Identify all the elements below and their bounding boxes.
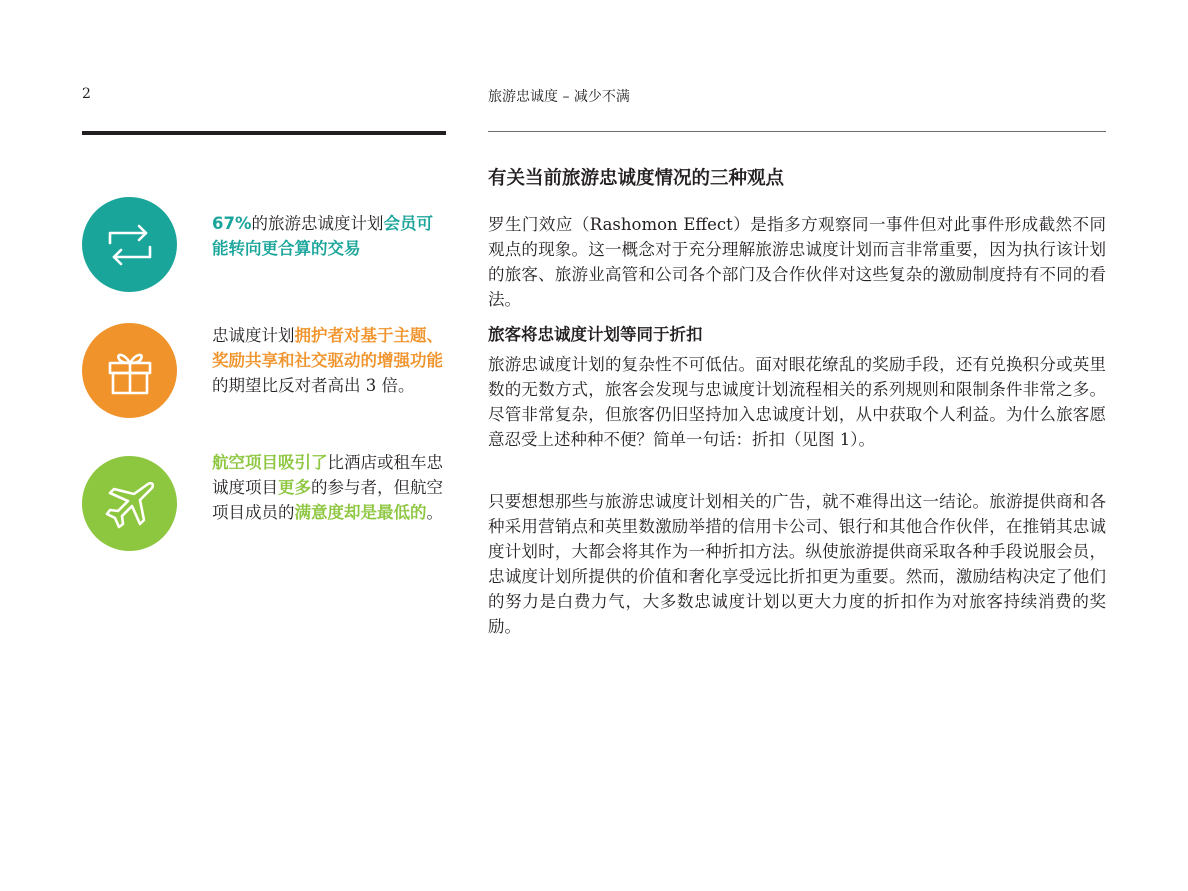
body-paragraph: 旅游忠诚度计划的复杂性不可低估。面对眼花缭乱的奖励手段，还有兑换积分或英里数的无数方式，旅客会发现与忠诚度计划流程相关的系列规则和限制条件非常之多。尽管非常复杂，但旅客仍旧坚持加入忠诚度计划，从中获取个人利益。为什么旅客愿意忍受上述种种不便？简单一句话：折扣（见图 1）。 — [488, 355, 1106, 449]
callout-body: 的参与者，但航空项目成员的 — [212, 478, 443, 522]
callout-emphasis: 会员可能转向更合算的交易 — [212, 214, 433, 258]
body-paragraph: 只要想想那些与旅游忠诚度计划相关的广告，就不难得出这一结论。旅游提供商和各种采用营销点和英里数激励举措的信用卡公司、银行和其他合作伙伴，在推销其忠诚度计划时，大都会将其作为一种折扣方法。纵使旅游提供商采取各种手段说服会员，忠诚度计划所提供的价值和奢化享受远比折扣更为重要。然而，激励结构决定了他们的努力是白费力气，大多数忠诚度计划以更大力度的折扣作为对旅客持续消费的奖励。 — [488, 492, 1106, 636]
callout-emphasis: 67% — [212, 214, 252, 233]
callout-body: 的旅游忠诚度计划 — [251, 214, 384, 233]
header-rule — [488, 131, 1106, 132]
callout-body: 忠诚度计划 — [212, 326, 295, 345]
swap-arrows-icon — [82, 197, 177, 292]
callout-emphasis: 更多 — [278, 478, 311, 497]
callout-enhancements — [82, 323, 446, 419]
callout-airline — [82, 453, 446, 552]
airplane-icon — [82, 456, 177, 551]
callout-text — [212, 323, 446, 398]
callout-body: 比酒店或租车忠诚度项目 — [212, 453, 443, 497]
subsection-heading: 旅客将忠诚度计划等同于折扣 — [488, 325, 703, 344]
callout-member-switch — [82, 197, 446, 293]
callout-emphasis: 满意度却是最低的 — [294, 503, 427, 522]
section-title: 有关当前旅游忠诚度情况的三种观点 — [488, 168, 785, 189]
page-number: 2 — [82, 86, 91, 102]
callout-emphasis: 航空项目吸引了 — [212, 453, 328, 472]
callout-body: 。 — [426, 503, 443, 522]
running-title: 旅游忠诚度 – 减少不满 — [488, 89, 630, 105]
callout-body: 的期望比反对者高出 3 倍。 — [212, 376, 415, 395]
callout-text — [212, 450, 446, 525]
callout-text — [212, 211, 446, 261]
gift-icon — [82, 323, 177, 418]
body-paragraph: 罗生门效应（Rashomon Effect）是指多方观察同一事件但对此事件形成截然不同观点的现象。这一概念对于充分理解旅游忠诚度计划而言非常重要，因为执行该计划的旅客、旅游业高管和公司各个部门及合作伙伴对这些复杂的激励制度持有不同的看法。 — [488, 215, 1106, 309]
callout-emphasis: 拥护者对基于主题、奖励共享和社交驱动的增强功能 — [212, 326, 443, 370]
sidebar-rule — [82, 131, 446, 135]
